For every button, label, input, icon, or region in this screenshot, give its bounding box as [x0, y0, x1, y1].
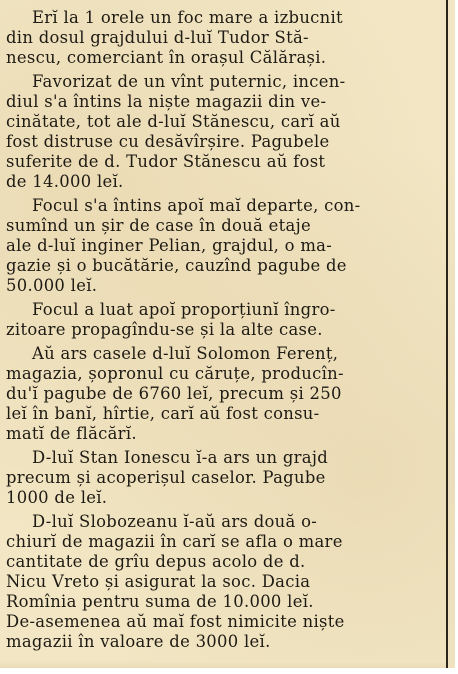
paragraph-6 [6, 448, 442, 508]
text-line: diul s'a întins la niște magazii din ve- [6, 92, 327, 111]
text-line: 1000 de leĭ. [6, 488, 108, 507]
text-line: Romînia pentru suma de 10.000 leĭ. [6, 592, 314, 611]
text-line: cantitate de grîu depus acolo de d. [6, 552, 306, 571]
paragraph-2 [6, 72, 442, 192]
paragraph-7 [6, 512, 442, 652]
text-line: din dosul grajdului d-luĭ Tudor Stă- [6, 28, 309, 47]
text-line: de 14.000 leĭ. [6, 172, 124, 191]
text-line: nescu, comerciant în orașul Călărași. [6, 48, 327, 67]
text-line: du'ĭ pagube de 6760 leĭ, precum și 250 [6, 384, 342, 403]
text-line: sumînd un șir de case în două etaje [6, 216, 311, 235]
text-line: D-luĭ Slobozeanu ĭ-aŭ ars două o- [32, 512, 318, 531]
text-line: Focul a luat apoĭ proporțiunĭ îngro- [32, 300, 336, 319]
text-line: magazii în valoare de 3000 leĭ. [6, 632, 271, 651]
paragraph-3 [6, 196, 442, 296]
article-column [6, 8, 442, 656]
paper-edge [0, 660, 446, 668]
text-line: chiurĭ de magazii în carĭ se afla o mare [6, 532, 343, 551]
text-line: fost distruse cu desăvîrșire. Pagubele [6, 132, 330, 151]
text-line: leĭ în banĭ, hîrtie, carĭ aŭ fost consu- [6, 404, 320, 423]
text-line: cinătate, tot ale d-luĭ Stănescu, carĭ aŭ [6, 112, 341, 131]
text-line: Favorizat de un vînt puternic, incen- [32, 72, 346, 91]
text-line: De-asemenea aŭ maĭ fost nimicite niște [6, 612, 345, 631]
text-line: Focul s'a întins apoĭ maĭ departe, con- [32, 196, 361, 215]
paragraph-4 [6, 300, 442, 340]
text-line: D-luĭ Stan Ionescu ĭ-a ars un grajd [32, 448, 329, 467]
text-line: matĭ de flăcărĭ. [6, 424, 137, 443]
text-line: suferite de d. Tudor Stănescu aŭ fost [6, 152, 326, 171]
text-line: ale d-luĭ inginer Pelian, grajdul, o ma- [6, 236, 333, 255]
paragraph-5 [6, 344, 442, 444]
text-line: gazie și o bucătărie, cauzînd pagube de [6, 256, 347, 275]
column-rule [446, 0, 448, 668]
text-line: magazia, șopronul cu căruțe, producîn- [6, 364, 344, 383]
text-line: Aŭ ars casele d-luĭ Solomon Ferenț, [32, 344, 339, 363]
text-line: zitoare propagîndu-se și la alte case. [6, 320, 323, 339]
text-line: Nicu Vreto și asigurat la soc. Dacia [6, 572, 311, 591]
text-line: 50.000 leĭ. [6, 276, 98, 295]
text-line: precum și acoperișul caselor. Pagube [6, 468, 326, 487]
paragraph-1 [6, 8, 442, 68]
text-line: Erĭ la 1 orele un foc mare a izbucnit [32, 8, 343, 27]
